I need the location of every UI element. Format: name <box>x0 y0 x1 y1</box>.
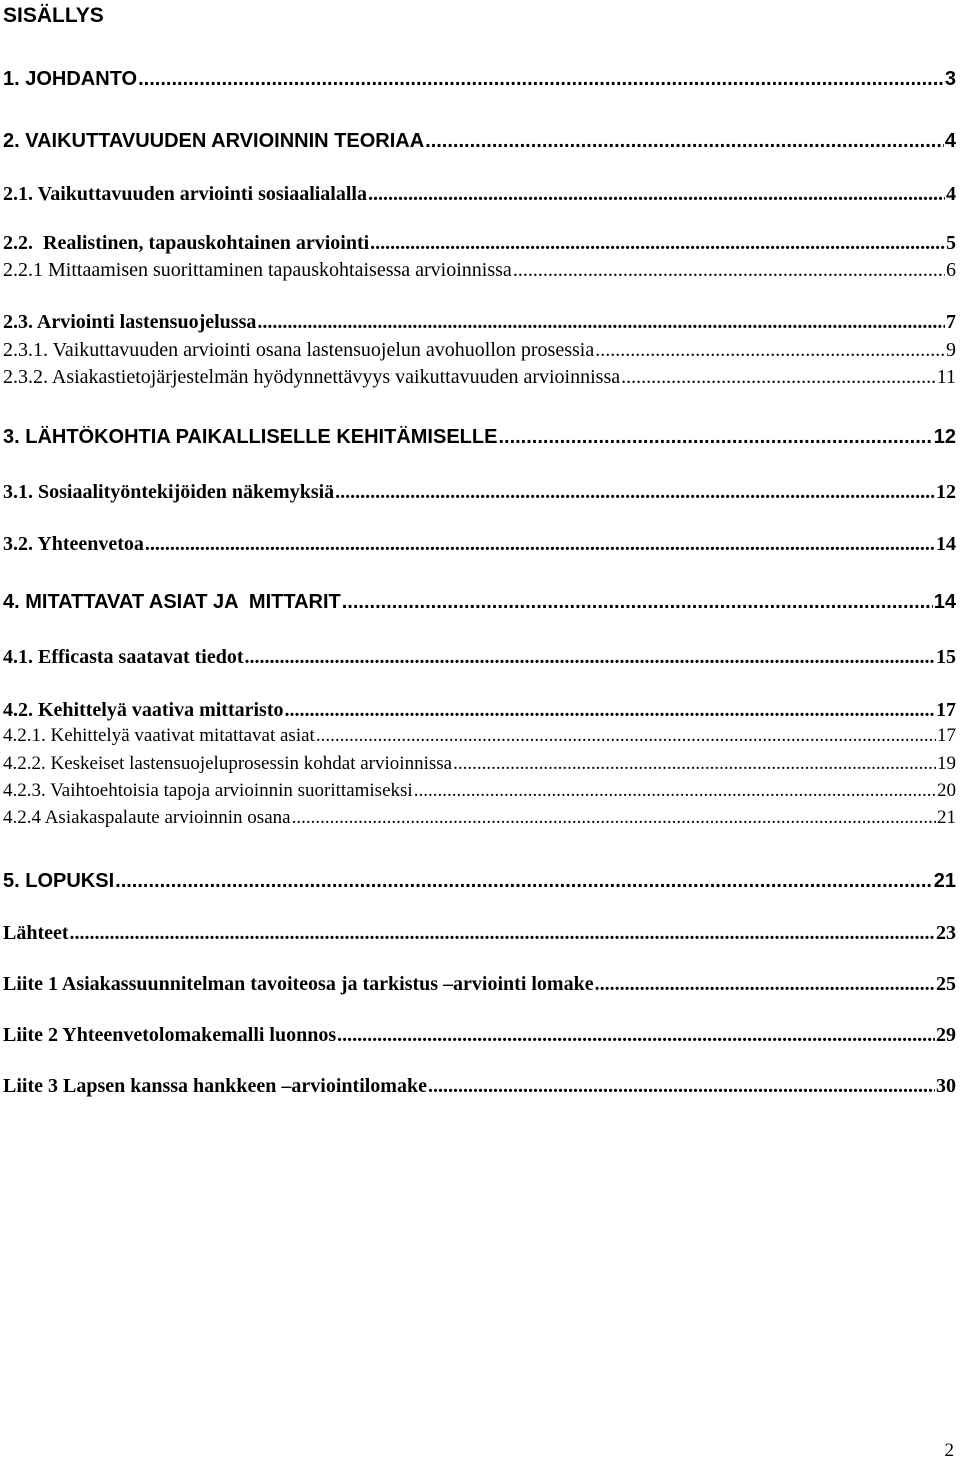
toc-entry-3-1[interactable] <box>3 481 956 505</box>
toc-entry-2-3-1[interactable] <box>3 339 956 363</box>
toc-entry-label: 4.2.4 Asiakaspalaute arvioinnin osana <box>3 807 291 828</box>
toc-entry-4-2-1[interactable] <box>3 725 956 749</box>
dot-leader <box>292 807 936 829</box>
toc-entry-label: 4.2.3. Vaihtoehtoisia tapoja arvioinnin suorittamiseksi <box>3 780 413 801</box>
dot-leader <box>414 780 936 802</box>
toc-entry-label: 5. LOPUKSI <box>3 870 115 892</box>
toc-entry-2-2[interactable] <box>3 232 956 256</box>
toc-entry-page: 3 <box>944 68 956 90</box>
toc-entry-page: 9 <box>946 339 956 361</box>
toc-entry-lopuksi[interactable] <box>3 870 956 894</box>
toc-entry-page: 25 <box>936 973 956 995</box>
toc-entry-label: Liite 1 Asiakassuunnitelman tavoiteosa ja tarkistus –arviointi lomake <box>3 973 594 995</box>
toc-entry-2-3-2[interactable] <box>3 366 956 390</box>
dot-leader <box>370 232 945 255</box>
toc-entry-page: 21 <box>933 870 956 892</box>
toc-entry-page: 11 <box>936 366 956 388</box>
dot-leader <box>425 130 944 153</box>
dot-leader <box>453 753 936 775</box>
toc-entry-page: 29 <box>936 1024 956 1046</box>
toc-entry-4-2-2[interactable] <box>3 753 956 777</box>
toc-entry-4-2-3[interactable] <box>3 780 956 804</box>
toc-entry-page: 20 <box>937 780 956 801</box>
toc-entry-label: 4.2. Kehittelyä vaativa mittaristo <box>3 699 284 721</box>
toc-entry-label: 2.2.1 Mittaamisen suorittaminen tapauskohtaisessa arvioinnissa <box>3 259 512 281</box>
dot-leader <box>316 725 936 747</box>
dot-leader <box>138 68 944 91</box>
toc-entry-page: 17 <box>936 699 956 721</box>
toc-entry-page: 12 <box>933 426 956 448</box>
toc-entry-page: 14 <box>933 591 956 613</box>
dot-leader <box>115 870 933 893</box>
toc-entry-page: 23 <box>936 922 956 944</box>
toc-entry-page: 14 <box>936 533 956 555</box>
dot-leader <box>337 1024 935 1047</box>
dot-leader <box>595 339 945 362</box>
toc-entry-label: 2. VAIKUTTAVUUDEN ARVIOINNIN TEORIAA <box>3 130 425 152</box>
dot-leader <box>342 591 933 614</box>
toc-entry-page: 15 <box>936 646 956 668</box>
toc-entry-johdanto[interactable] <box>3 68 956 92</box>
toc-entry-liite-1[interactable] <box>3 973 956 997</box>
toc-entry-page: 6 <box>946 259 956 281</box>
toc-entry-label: 2.3. Arviointi lastensuojelussa <box>3 311 257 333</box>
toc-entry-page: 21 <box>937 807 956 828</box>
dot-leader <box>145 533 935 556</box>
toc-entry-2-2-1[interactable] <box>3 259 956 283</box>
toc-entry-4-2-4[interactable] <box>3 807 956 831</box>
toc-entry-label: 2.2. Realistinen, tapauskohtainen arviointi <box>3 232 370 254</box>
toc-entry-label: 4.1. Efficasta saatavat tiedot <box>3 646 244 668</box>
toc-entry-lahtokohtia[interactable] <box>3 426 956 450</box>
toc-entry-label: 2.1. Vaikuttavuuden arviointi sosiaalialalla <box>3 183 367 205</box>
toc-entry-page: 19 <box>937 753 956 774</box>
toc-title: SISÄLLYS <box>3 4 104 27</box>
toc-entry-label: Lähteet <box>3 922 69 944</box>
toc-entry-liite-3[interactable] <box>3 1075 956 1099</box>
toc-entry-2-1[interactable] <box>3 183 956 207</box>
toc-entry-4-2[interactable] <box>3 699 956 723</box>
dot-leader <box>245 646 935 669</box>
toc-entry-label: 4.2.1. Kehittelyä vaativat mitattavat asiat <box>3 725 315 746</box>
toc-entry-page: 4 <box>946 183 956 205</box>
toc-entry-page: 4 <box>944 130 956 152</box>
toc-entry-vaikuttavuuden-arvioinnin-teoriaa[interactable] <box>3 130 956 154</box>
dot-leader <box>498 426 932 449</box>
toc-entry-label: 1. JOHDANTO <box>3 68 138 90</box>
toc-entry-3-2[interactable] <box>3 533 956 557</box>
toc-entry-label: 3.2. Yhteenvetoa <box>3 533 144 555</box>
toc-entry-page: 7 <box>946 311 956 333</box>
toc-entry-page: 30 <box>936 1075 956 1097</box>
dot-leader <box>70 922 935 945</box>
toc-entry-2-3[interactable] <box>3 311 956 335</box>
toc-entry-label: 4. MITATTAVAT ASIAT JA MITTARIT <box>3 591 341 613</box>
dot-leader <box>513 259 945 282</box>
toc-entry-label: 4.2.2. Keskeiset lastensuojeluprosessin kohdat arvioinnissa <box>3 753 453 774</box>
dot-leader <box>621 366 936 389</box>
dot-leader <box>428 1075 935 1098</box>
dot-leader <box>595 973 935 996</box>
toc-entry-page: 12 <box>936 481 956 503</box>
toc-entry-page: 17 <box>937 725 956 746</box>
page-number: 2 <box>944 1440 954 1461</box>
toc-entry-label: Liite 3 Lapsen kanssa hankkeen –arviointilomake <box>3 1075 427 1097</box>
dot-leader <box>285 699 936 722</box>
toc-entry-lahteet[interactable] <box>3 922 956 946</box>
toc-entry-label: 2.3.2. Asiakastietojärjestelmän hyödynnettävyys vaikuttavuuden arvioinnissa <box>3 366 621 388</box>
dot-leader <box>335 481 935 504</box>
toc-entry-label: 3. LÄHTÖKOHTIA PAIKALLISELLE KEHITÄMISELLE <box>3 426 498 448</box>
toc-entry-label: 3.1. Sosiaalityöntekijöiden näkemyksiä <box>3 481 335 503</box>
dot-leader <box>368 183 945 206</box>
toc-entry-page: 5 <box>946 232 956 254</box>
toc-entry-4-1[interactable] <box>3 646 956 670</box>
dot-leader <box>257 311 945 334</box>
toc-entry-liite-2[interactable] <box>3 1024 956 1048</box>
toc-entry-label: 2.3.1. Vaikuttavuuden arviointi osana lastensuojelun avohuollon prosessia <box>3 339 595 361</box>
toc-entry-mitattavat-asiat[interactable] <box>3 591 956 615</box>
toc-entry-label: Liite 2 Yhteenvetolomakemalli luonnos <box>3 1024 337 1046</box>
